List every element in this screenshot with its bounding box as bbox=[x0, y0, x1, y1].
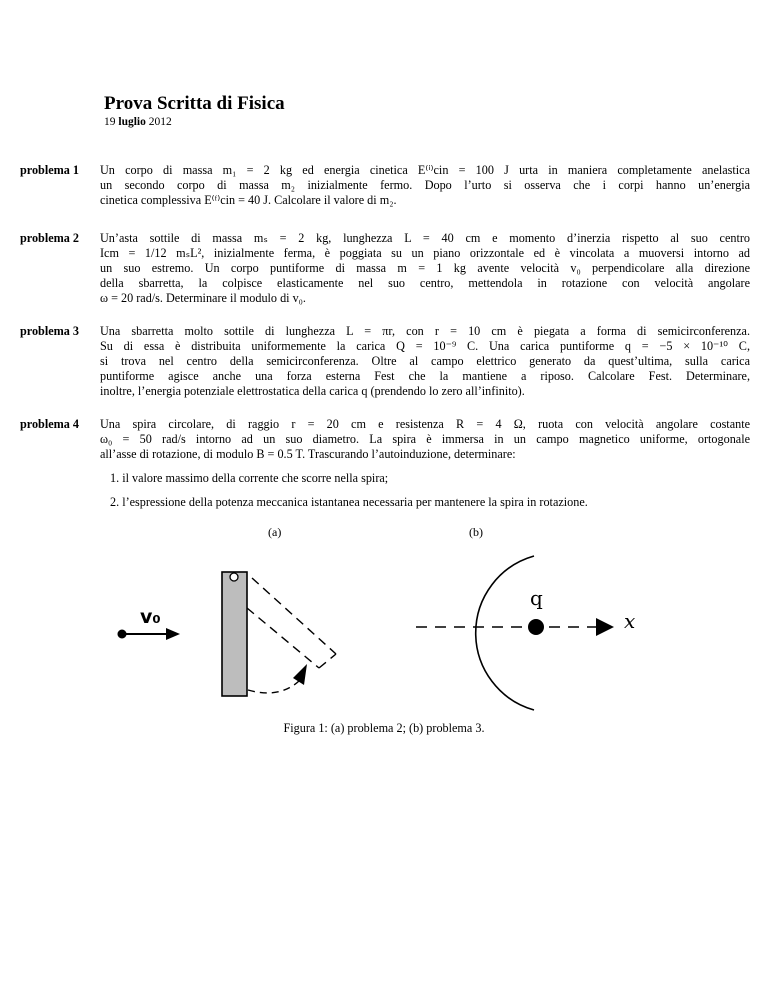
x-label: x bbox=[624, 609, 636, 633]
problem-line: puntiforme agisce anche una forza esterna Fest che la mantiene a riposo. Calcolare Fest. Determinare, bbox=[100, 369, 750, 383]
rotated-rod-outline bbox=[247, 578, 336, 668]
problem-line: un suo estremo. Un corpo puntiforme di massa m = 1 kg avente velocità v₀ perpendicolare alla direzione bbox=[100, 261, 750, 275]
problem-line: Una sbarretta molto sottile di lunghezza L = πr, con r = 10 cm è piegata a forma di semicirconferenza. bbox=[100, 324, 750, 338]
problem-line: Un corpo di massa m₁ = 2 kg ed energia cinetica E⁽ⁱ⁾cin = 100 J urta in maniera completamente anelastica bbox=[100, 163, 750, 177]
problem-label: problema 1 bbox=[20, 163, 80, 177]
problem-line: Una spira circolare, di raggio r = 20 cm e resistenza R = 4 Ω, ruota con velocità angolare costante bbox=[100, 417, 750, 431]
problem-line: Su di essa è distribuita uniformemente la carica Q = 10⁻⁹ C. Una carica puntiforme q = −5 × 10⁻¹⁰ C, bbox=[100, 339, 750, 353]
rod bbox=[222, 572, 247, 696]
problem-line: cinetica complessiva E⁽ᶠ⁾cin = 40 J. Calcolare il valore di m₂. bbox=[100, 193, 397, 207]
semicircle bbox=[476, 556, 534, 710]
problem-label: problema 2 bbox=[20, 231, 80, 245]
pivot bbox=[230, 573, 238, 581]
problem-line: si trova nel centro della semicirconferenza. Oltre al campo elettrico generato da quest’ultima, sulla carica bbox=[100, 354, 750, 368]
date-day: 19 bbox=[104, 116, 116, 128]
list-item: 2. l’espressione della potenza meccanica istantanea necessaria per mantenere la spira in rotazione. bbox=[110, 495, 588, 509]
date-month: luglio bbox=[118, 116, 146, 128]
problem-line: Icm = 1/12 mₛL², inizialmente ferma, è poggiata su un piano orizzontale ed è vincolata a muoversi intorno ad bbox=[100, 246, 750, 260]
q-label: q bbox=[530, 586, 543, 610]
arrowhead-icon bbox=[293, 664, 307, 685]
problem-label: problema 3 bbox=[20, 324, 80, 338]
problem-line: della sbarretta, la colpisce elasticamente nel suo centro, mettendola in rotazione con velocità angolare bbox=[100, 276, 750, 290]
figure-caption: Figura 1: (a) problema 2; (b) problema 3. bbox=[283, 721, 485, 735]
figure-b bbox=[416, 556, 635, 710]
arrowhead-icon bbox=[166, 628, 180, 640]
problem-line: Un’asta sottile di massa mₛ = 2 kg, lunghezza L = 40 cm e momento d’inerzia rispetto al suo centro bbox=[100, 231, 750, 245]
problem-line: ω = 20 rad/s. Determinare il modulo di v₀. bbox=[100, 291, 306, 305]
figure-a-label: (a) bbox=[268, 525, 282, 539]
v0-label: v₀ bbox=[140, 606, 161, 628]
charge-q bbox=[528, 619, 544, 635]
problem-label: problema 4 bbox=[20, 417, 80, 431]
page-title: Prova Scritta di Fisica bbox=[104, 93, 285, 114]
date-year: 2012 bbox=[148, 116, 172, 128]
figure-b-label: (b) bbox=[469, 525, 483, 539]
problem-line: ω₀ = 50 rad/s intorno ad un suo diametro. La spira è immersa in un campo magnetico uniforme, ortogonale bbox=[100, 432, 750, 446]
problem-line: un secondo corpo di massa m₂ inizialmente fermo. Dopo l’urto si osserva che i corpi hanno un’energia bbox=[100, 178, 750, 192]
problem-line: all’asse di rotazione, di modulo B = 0.5 T. Trascurando l’autoinduzione, determinare: bbox=[100, 447, 516, 461]
figure-a bbox=[118, 572, 337, 696]
arrowhead-icon bbox=[596, 618, 614, 636]
problem-line: inoltre, l’energia potenziale elettrostatica della carica q (prendendo lo zero all’infinito). bbox=[100, 384, 525, 398]
list-item: 1. il valore massimo della corrente che scorre nella spira; bbox=[110, 471, 389, 485]
